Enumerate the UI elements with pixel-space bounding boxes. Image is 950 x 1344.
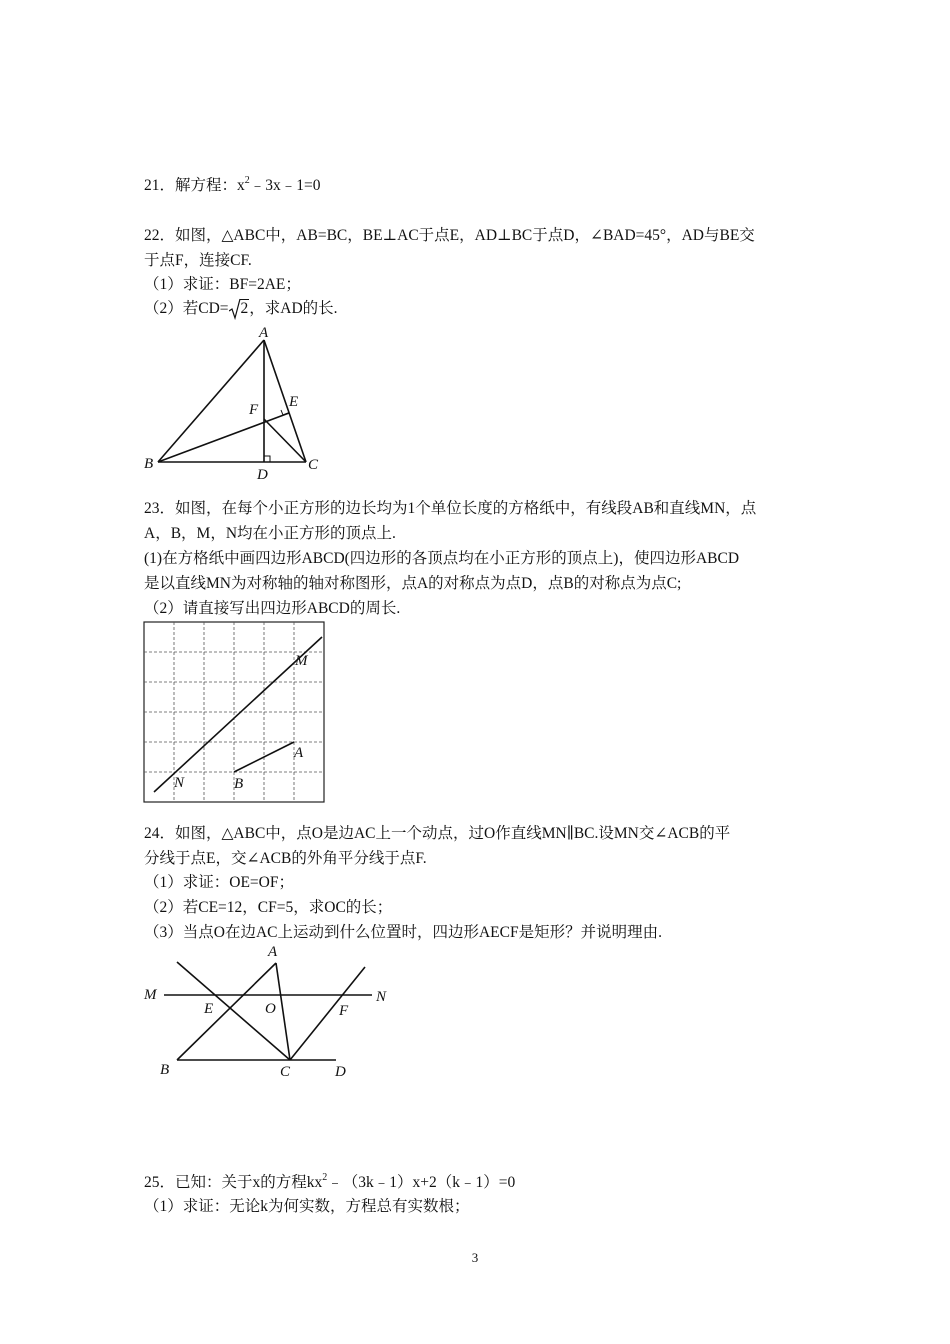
sqrt-radicand: 2 [240, 300, 249, 317]
label-E: E [289, 394, 299, 410]
q25-line1 [144, 1173, 515, 1193]
q22-line1: 22．如图，△ABC中，AB=BC，BE⊥AC于点E，AD⊥BC于点D，∠BAD=45°，AD与BE交 [144, 227, 755, 244]
q21-text: 21．解方程：x [144, 177, 245, 194]
q21-line [144, 176, 321, 196]
label-C: C [280, 1064, 291, 1080]
label-F: F [249, 402, 259, 418]
q22-figure [140, 322, 340, 482]
label-M: M [295, 653, 308, 669]
q23-line1: 23．如图，在每个小正方形的边长均为1个单位长度的方格纸中，有线段AB和直线MN，点 [144, 500, 757, 517]
q21-exponent: 2 [244, 175, 250, 186]
label-D: D [335, 1064, 346, 1080]
q24-line4: （2）若CE=12，CF=5，求OC的长； [144, 899, 393, 916]
q25-line1-pre: 25．已知：关于x的方程kx [144, 1174, 323, 1191]
q22-line4-post: ，求AD的长. [249, 300, 338, 317]
q25-exponent: 2 [322, 1172, 328, 1183]
q24-line5: （3）当点O在边AC上运动到什么位置时，四边形AECF是矩形？并说明理由. [144, 924, 662, 941]
q22-line4-pre: （2）若CD= [144, 300, 229, 317]
label-A: A [294, 745, 304, 761]
page-number: 3 [471, 1250, 479, 1265]
label-B: B [160, 1062, 170, 1078]
q24-line2: 分线于点E，交∠ACB的外角平分线于点F. [144, 850, 427, 867]
q23-grid-figure [142, 620, 326, 804]
q24-figure [140, 940, 400, 1085]
q22-line2: 于点F，连接CF. [144, 252, 252, 269]
label-E: E [204, 1001, 214, 1017]
q25-line2: （1）求证：无论k为何实数，方程总有实数根； [144, 1198, 470, 1215]
q24-line1: 24．如图，△ABC中，点O是边AC上一个动点，过O作直线MN∥BC.设MN交∠ACB的平 [144, 825, 731, 842]
q21-rest: ﹣3x﹣1=0 [249, 177, 321, 194]
label-B: B [234, 776, 244, 792]
q22-line4 [144, 299, 338, 319]
label-A: A [268, 944, 278, 960]
label-N: N [376, 989, 387, 1005]
label-F: F [339, 1003, 349, 1019]
label-A: A [259, 325, 269, 341]
label-C: C [308, 457, 319, 473]
label-M: M [144, 987, 157, 1003]
q24-line3: （1）求证：OE=OF； [144, 874, 294, 891]
label-B: B [144, 456, 154, 472]
q23-line3: (1)在方格纸中画四边形ABCD(四边形的各顶点均在小正方形的顶点上)，使四边形ABCD [144, 550, 740, 567]
q23-line2: A，B，M，N均在小正方形的顶点上. [144, 525, 396, 542]
label-O: O [265, 1001, 276, 1017]
q23-line4: 是以直线MN为对称轴的轴对称图形，点A的对称点为点D，点B的对称点为点C; [144, 575, 682, 592]
q22-line3: （1）求证：BF=2AE； [144, 276, 301, 293]
q23-line5: （2）请直接写出四边形ABCD的周长. [144, 600, 401, 617]
label-D: D [257, 467, 268, 482]
q25-line1-post: ﹣（3k﹣1）x+2（k﹣1）=0 [327, 1174, 516, 1191]
label-N: N [174, 775, 185, 791]
sqrt-symbol [229, 299, 250, 319]
